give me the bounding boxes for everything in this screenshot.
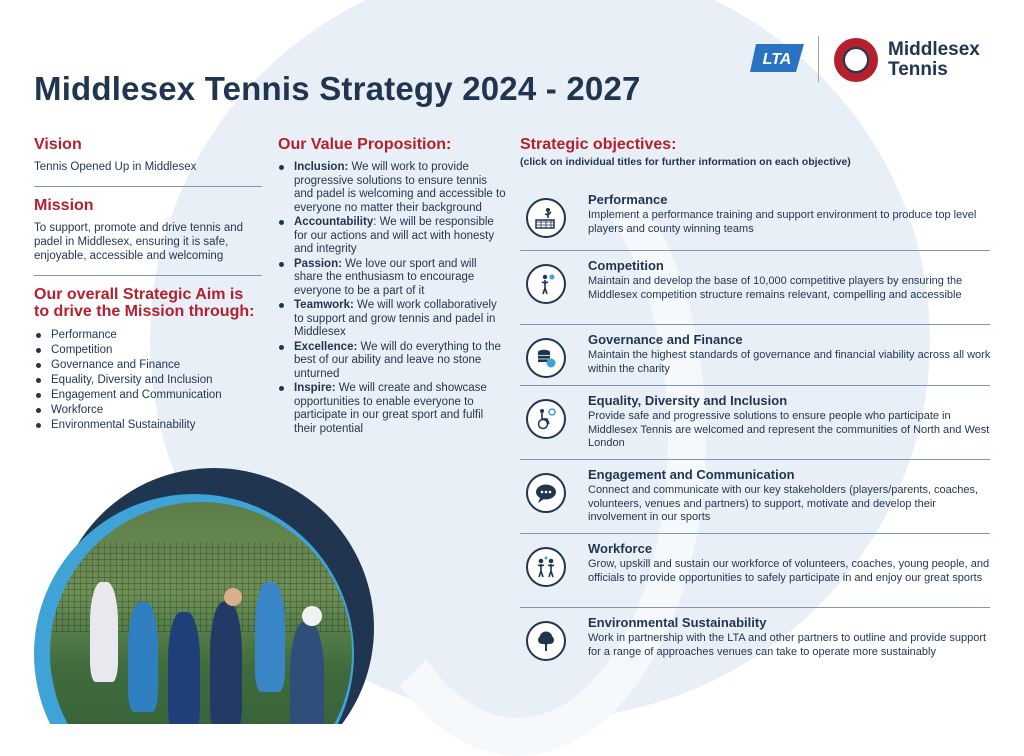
value-text: We will work to provide progressive solutions to ensure tennis and padel is welcoming and accessible to everyone no matter their background xyxy=(294,161,506,214)
value-text: We love our sport and will share the enthusiasm to encourage everyone to be a part of it xyxy=(294,257,477,297)
objective-title-performance[interactable]: Performance xyxy=(588,192,668,207)
value-text: We will create and showcase opportunities to enable everyone to participate in our great sport and fulfil their potential xyxy=(294,382,487,435)
objective-desc: Provide safe and progressive solutions to ensure people who participate in Middlesex Tennis are welcomed and represent the communities of North and West London xyxy=(588,410,990,449)
brand-line-1: Middlesex xyxy=(888,39,980,60)
value-item xyxy=(278,216,506,257)
wheelchair-tennis-icon xyxy=(526,399,566,439)
value-item xyxy=(278,161,506,215)
brand-line-2: Tennis xyxy=(888,59,948,80)
strategic-objectives-column xyxy=(520,136,990,696)
aim-item: Competition xyxy=(34,343,262,358)
objective-title-equality-diversity-inclusion[interactable]: Equality, Diversity and Inclusion xyxy=(588,393,788,408)
objective-title-governance-finance[interactable]: Governance and Finance xyxy=(588,332,743,347)
divider xyxy=(34,275,262,276)
value-item xyxy=(278,299,506,340)
objectives-heading: Strategic objectives: xyxy=(520,136,677,153)
objective-desc: Implement a performance training and support environment to produce top level players and county winning teams xyxy=(588,209,977,235)
divider xyxy=(520,533,990,534)
divider xyxy=(520,607,990,608)
aim-item: Performance xyxy=(34,328,262,343)
mission-heading: Mission xyxy=(34,197,94,214)
value-list xyxy=(278,161,506,436)
child-figure xyxy=(128,602,158,712)
divider xyxy=(520,459,990,460)
people-icon xyxy=(526,547,566,587)
value-text: We will do everything to the best of our ability and leave no stone unturned xyxy=(294,340,501,380)
value-label: Accountability xyxy=(294,216,374,228)
logo-divider xyxy=(818,36,819,82)
aim-item: Workforce xyxy=(34,403,262,418)
divider xyxy=(520,385,990,386)
aim-item: Governance and Finance xyxy=(34,358,262,373)
left-column xyxy=(34,136,262,433)
objective-desc: Grow, upskill and sustain our workforce of volunteers, coaches, young people, and officials to provide opportunities to safely participate in and enjoy our great sports xyxy=(588,558,990,584)
objective-desc: Maintain and develop the base of 10,000 competitive players by ensuring the Middlesex competition structure remains relevant, compelling and accessible xyxy=(588,275,963,301)
tree-icon xyxy=(526,621,566,661)
objective-desc: Maintain the highest standards of governance and financial viability across all work within the charity xyxy=(588,349,991,375)
aim-item: Engagement and Communication xyxy=(34,388,262,403)
page-title: Middlesex Tennis Strategy 2024 - 2027 xyxy=(34,70,641,107)
divider xyxy=(520,324,990,325)
value-text: : We will be responsible for our actions and will act with honesty and integrity xyxy=(294,216,495,255)
tennis-player-icon xyxy=(526,198,566,238)
value-label: Inspire: xyxy=(294,382,336,394)
child-figure xyxy=(255,582,285,692)
vision-heading: Vision xyxy=(34,136,82,153)
value-item xyxy=(278,341,506,382)
objectives-subheading: (click on individual titles for further information on each objective) xyxy=(520,156,851,168)
objective-title-competition[interactable]: Competition xyxy=(588,258,664,273)
divider xyxy=(520,250,990,251)
mission-text: To support, promote and drive tennis and padel in Middlesex, ensuring it is safe, enjoyable, accessible and welcoming xyxy=(34,222,244,262)
child-figure xyxy=(210,602,242,724)
aim-item: Equality, Diversity and Inclusion xyxy=(34,373,262,388)
value-proposition-heading: Our Value Proposition: xyxy=(278,136,452,153)
objective-title-workforce[interactable]: Workforce xyxy=(588,541,653,556)
lta-logo-text: LTA xyxy=(762,51,792,68)
trophy-player-icon xyxy=(526,264,566,304)
middlesex-tennis-logo xyxy=(888,40,980,80)
vision-text: Tennis Opened Up in Middlesex xyxy=(34,161,197,173)
objective-desc: Work in partnership with the LTA and other partners to outline and provide support for a range of approaches venues can take to operate more sustainably xyxy=(588,632,987,658)
aim-item: Environmental Sustainability xyxy=(34,418,262,433)
value-label: Inclusion: xyxy=(294,161,349,173)
speech-bubble-icon xyxy=(526,473,566,513)
value-item xyxy=(278,258,506,299)
divider xyxy=(34,186,262,187)
photo-area xyxy=(34,468,374,724)
value-label: Passion: xyxy=(294,257,342,270)
objective-title-engagement-communication[interactable]: Engagement and Communication xyxy=(588,467,795,482)
lta-logo xyxy=(750,42,806,74)
value-label: Excellence: xyxy=(294,340,358,353)
value-item xyxy=(278,382,506,436)
child-figure xyxy=(168,612,200,724)
child-figure xyxy=(290,622,324,724)
child-head xyxy=(224,588,242,606)
child-cap xyxy=(302,606,322,626)
child-figure xyxy=(90,582,118,682)
coins-icon xyxy=(526,338,566,378)
value-proposition-column xyxy=(278,136,506,437)
objective-title-environmental-sustainability[interactable]: Environmental Sustainability xyxy=(588,615,767,630)
strategic-aim-list xyxy=(34,328,262,433)
value-label: Teamwork: xyxy=(294,299,354,311)
strategic-aim-heading: Our overall Strategic Aim is to drive the Mission through: xyxy=(34,286,255,320)
value-text: We will work collaboratively to support and grow tennis and padel in Middlesex xyxy=(294,299,497,338)
objective-desc: Connect and communicate with our key stakeholders (players/parents, coaches, volunteers, venues and partners) to support, motivate and develop their involvement in our sports xyxy=(588,484,979,523)
middlesex-emblem-icon xyxy=(834,38,878,82)
